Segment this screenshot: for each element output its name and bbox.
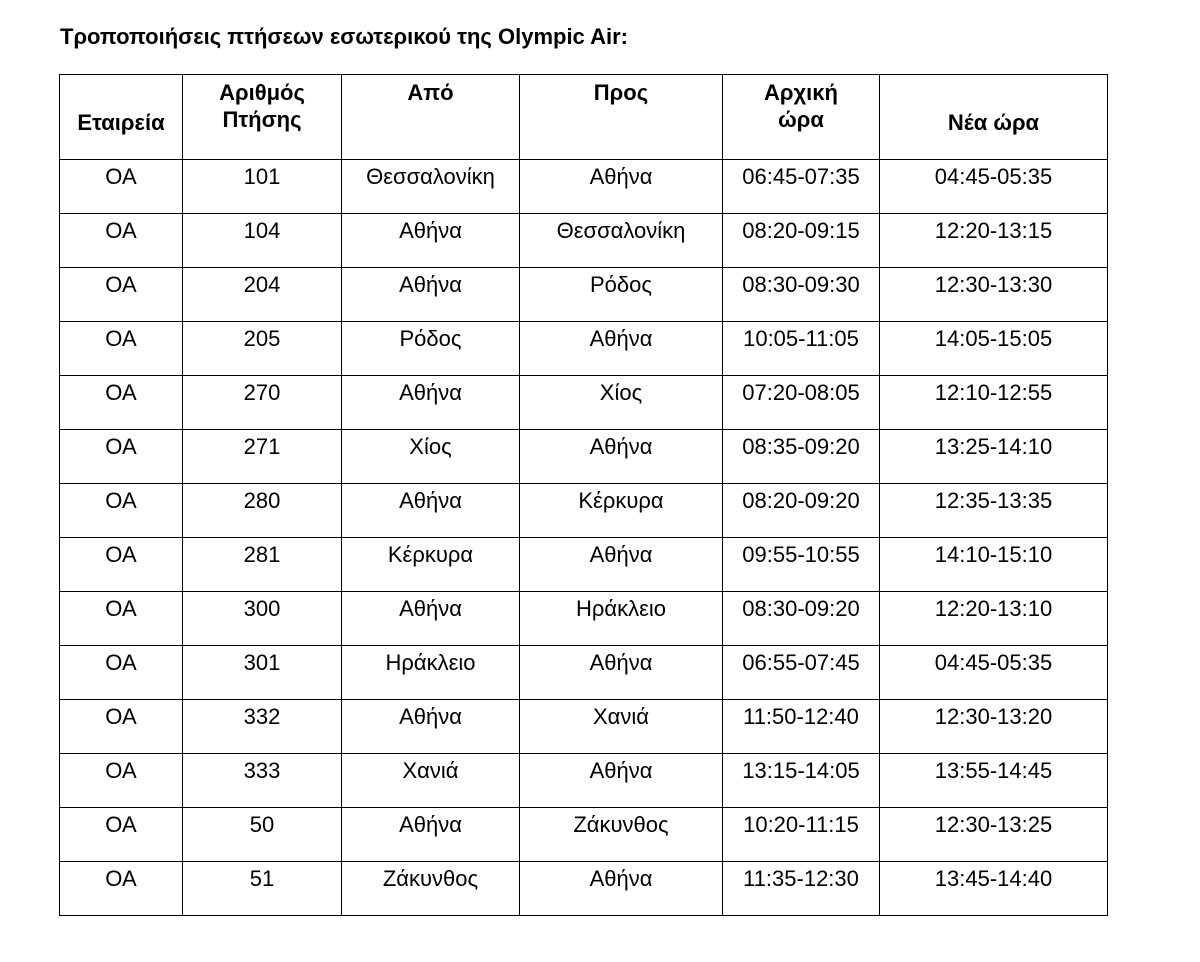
cell-original-time-text: 13:15-14:05 xyxy=(742,758,860,783)
cell-to-text: Χίος xyxy=(599,380,643,405)
cell-original-time-text: 09:55-10:55 xyxy=(742,542,860,567)
cell-to xyxy=(520,862,723,916)
cell-new-time-text: 12:35-13:35 xyxy=(934,488,1053,513)
cell-new-time xyxy=(880,592,1108,646)
table-row xyxy=(60,160,1108,214)
cell-original-time xyxy=(723,538,880,592)
cell-company xyxy=(60,160,183,214)
cell-company-text: ΟΑ xyxy=(105,812,137,837)
table-row xyxy=(60,700,1108,754)
cell-to xyxy=(520,808,723,862)
cell-new-time xyxy=(880,808,1108,862)
cell-flight-number-text: 101 xyxy=(243,164,281,189)
cell-from xyxy=(342,430,520,484)
cell-original-time-text: 07:20-08:05 xyxy=(742,380,860,405)
cell-from-text: Αθήνα xyxy=(399,704,462,729)
cell-from xyxy=(342,376,520,430)
document-title: Τροποποιήσεις πτήσεων εσωτερικού της Olympic Air: xyxy=(60,24,628,49)
cell-flight-number-text: 50 xyxy=(249,812,275,837)
cell-company xyxy=(60,592,183,646)
cell-company-text: ΟΑ xyxy=(105,218,137,243)
cell-from xyxy=(342,160,520,214)
cell-flight-number xyxy=(183,214,342,268)
cell-to xyxy=(520,700,723,754)
table-row xyxy=(60,754,1108,808)
cell-new-time-text: 13:25-14:10 xyxy=(934,434,1053,459)
cell-company xyxy=(60,430,183,484)
cell-new-time xyxy=(880,430,1108,484)
cell-from xyxy=(342,592,520,646)
cell-from xyxy=(342,484,520,538)
cell-original-time xyxy=(723,862,880,916)
cell-original-time-text: 11:50-12:40 xyxy=(743,704,859,729)
cell-to-text: Ηράκλειο xyxy=(575,596,667,621)
cell-new-time-text: 14:10-15:10 xyxy=(934,542,1053,567)
cell-to-text: Αθήνα xyxy=(589,542,653,567)
cell-to-text: Θεσσαλονίκη xyxy=(556,218,686,243)
table-row xyxy=(60,538,1108,592)
cell-to xyxy=(520,268,723,322)
cell-from xyxy=(342,646,520,700)
cell-company xyxy=(60,646,183,700)
cell-flight-number xyxy=(183,484,342,538)
cell-to xyxy=(520,646,723,700)
cell-flight-number xyxy=(183,700,342,754)
cell-from-text: Αθήνα xyxy=(399,272,462,297)
cell-new-time xyxy=(880,214,1108,268)
cell-company xyxy=(60,754,183,808)
cell-from-text: Χίος xyxy=(409,434,452,459)
cell-company xyxy=(60,484,183,538)
cell-to-text: Ρόδος xyxy=(590,272,652,297)
cell-original-time xyxy=(723,160,880,214)
cell-from-text: Αθήνα xyxy=(399,812,462,837)
cell-flight-number-text: 204 xyxy=(243,272,281,297)
cell-company-text: ΟΑ xyxy=(105,542,137,567)
table-row xyxy=(60,646,1108,700)
cell-flight-number xyxy=(183,430,342,484)
cell-company xyxy=(60,376,183,430)
cell-from-text: Αθήνα xyxy=(399,380,462,405)
header-company-label: Εταιρεία xyxy=(77,110,165,135)
cell-to-text: Αθήνα xyxy=(589,434,653,459)
header-original-time xyxy=(723,75,880,160)
cell-flight-number xyxy=(183,592,342,646)
cell-new-time-text: 04:45-05:35 xyxy=(934,650,1053,675)
cell-to-text: Αθήνα xyxy=(589,758,653,783)
cell-original-time xyxy=(723,376,880,430)
cell-from xyxy=(342,538,520,592)
cell-to-text: Αθήνα xyxy=(589,164,653,189)
flight-changes-table xyxy=(59,74,1108,916)
cell-company-text: ΟΑ xyxy=(105,488,137,513)
cell-original-time xyxy=(723,808,880,862)
cell-flight-number-text: 104 xyxy=(243,218,281,243)
cell-new-time-text: 12:20-13:10 xyxy=(934,596,1053,621)
cell-company xyxy=(60,214,183,268)
table-row xyxy=(60,592,1108,646)
cell-company-text: ΟΑ xyxy=(105,434,137,459)
table-body xyxy=(60,160,1108,916)
header-flight-number-line2: Πτήσης xyxy=(222,107,302,132)
cell-new-time xyxy=(880,322,1108,376)
cell-new-time xyxy=(880,160,1108,214)
cell-company xyxy=(60,862,183,916)
cell-to xyxy=(520,214,723,268)
table-row xyxy=(60,808,1108,862)
cell-company-text: ΟΑ xyxy=(105,758,137,783)
cell-new-time-text: 12:30-13:25 xyxy=(934,812,1053,837)
cell-new-time xyxy=(880,700,1108,754)
table-row xyxy=(60,376,1108,430)
cell-company-text: ΟΑ xyxy=(105,650,137,675)
cell-new-time-text: 14:05-15:05 xyxy=(934,326,1053,351)
cell-from-text: Ζάκυνθος xyxy=(382,866,479,891)
header-from-label: Από xyxy=(407,80,454,105)
cell-new-time-text: 12:30-13:30 xyxy=(934,272,1053,297)
header-original-time-line1: Αρχική xyxy=(764,80,838,105)
cell-from xyxy=(342,214,520,268)
cell-flight-number xyxy=(183,376,342,430)
cell-original-time-text: 08:35-09:20 xyxy=(742,434,860,459)
cell-from-text: Ρόδος xyxy=(399,326,462,351)
cell-new-time xyxy=(880,268,1108,322)
cell-to xyxy=(520,592,723,646)
cell-original-time xyxy=(723,646,880,700)
cell-original-time-text: 06:45-07:35 xyxy=(742,164,860,189)
cell-from-text: Χανιά xyxy=(402,758,459,783)
cell-flight-number-text: 280 xyxy=(243,488,281,513)
cell-flight-number-text: 301 xyxy=(243,650,281,675)
cell-from-text: Ηράκλειο xyxy=(385,650,476,675)
cell-new-time xyxy=(880,376,1108,430)
cell-new-time xyxy=(880,862,1108,916)
cell-original-time-text: 06:55-07:45 xyxy=(742,650,860,675)
cell-company-text: ΟΑ xyxy=(105,326,137,351)
cell-from-text: Αθήνα xyxy=(399,218,462,243)
cell-from xyxy=(342,862,520,916)
cell-to xyxy=(520,754,723,808)
cell-from-text: Θεσσαλονίκη xyxy=(366,164,495,189)
cell-company-text: ΟΑ xyxy=(105,272,137,297)
cell-new-time-text: 13:55-14:45 xyxy=(934,758,1053,783)
cell-original-time xyxy=(723,322,880,376)
cell-flight-number-text: 333 xyxy=(243,758,281,783)
table-row xyxy=(60,484,1108,538)
cell-new-time xyxy=(880,538,1108,592)
cell-company xyxy=(60,538,183,592)
cell-new-time-text: 13:45-14:40 xyxy=(934,866,1053,891)
cell-original-time-text: 10:05-11:05 xyxy=(743,326,859,351)
cell-original-time-text: 08:30-09:30 xyxy=(742,272,860,297)
cell-original-time-text: 11:35-12:30 xyxy=(743,866,859,891)
cell-original-time-text: 08:30-09:20 xyxy=(742,596,860,621)
cell-company-text: ΟΑ xyxy=(105,380,137,405)
cell-original-time xyxy=(723,592,880,646)
cell-original-time xyxy=(723,754,880,808)
cell-from xyxy=(342,754,520,808)
cell-company-text: ΟΑ xyxy=(105,866,137,891)
cell-to-text: Χανιά xyxy=(593,704,649,729)
cell-company-text: ΟΑ xyxy=(105,704,137,729)
cell-original-time xyxy=(723,268,880,322)
cell-from-text: Κέρκυρα xyxy=(387,542,474,567)
header-to xyxy=(520,75,723,160)
table-row xyxy=(60,214,1108,268)
cell-original-time-text: 10:20-11:15 xyxy=(743,812,859,837)
cell-to xyxy=(520,484,723,538)
cell-new-time xyxy=(880,484,1108,538)
cell-flight-number xyxy=(183,160,342,214)
cell-to-text: Αθήνα xyxy=(589,650,653,675)
cell-original-time xyxy=(723,700,880,754)
cell-original-time-text: 08:20-09:20 xyxy=(742,488,860,513)
cell-flight-number xyxy=(183,322,342,376)
header-from xyxy=(342,75,520,160)
cell-company xyxy=(60,700,183,754)
header-new-time xyxy=(880,75,1108,160)
header-to-label: Προς xyxy=(593,80,649,105)
cell-flight-number xyxy=(183,808,342,862)
cell-flight-number-text: 271 xyxy=(243,434,281,459)
cell-company xyxy=(60,808,183,862)
cell-flight-number-text: 300 xyxy=(243,596,281,621)
cell-original-time xyxy=(723,430,880,484)
table-row xyxy=(60,322,1108,376)
cell-to-text: Αθήνα xyxy=(589,866,653,891)
header-flight-number xyxy=(183,75,342,160)
cell-new-time-text: 12:30-13:20 xyxy=(934,704,1053,729)
cell-flight-number xyxy=(183,754,342,808)
cell-to xyxy=(520,430,723,484)
header-company xyxy=(60,75,183,160)
table-row xyxy=(60,268,1108,322)
cell-to xyxy=(520,376,723,430)
table-row xyxy=(60,862,1108,916)
cell-company-text: ΟΑ xyxy=(105,164,137,189)
cell-original-time-text: 08:20-09:15 xyxy=(742,218,860,243)
cell-flight-number xyxy=(183,862,342,916)
cell-flight-number xyxy=(183,538,342,592)
cell-to-text: Αθήνα xyxy=(589,326,653,351)
cell-to-text: Κέρκυρα xyxy=(578,488,664,513)
cell-flight-number-text: 205 xyxy=(243,326,281,351)
cell-original-time xyxy=(723,214,880,268)
cell-new-time xyxy=(880,646,1108,700)
cell-flight-number xyxy=(183,268,342,322)
cell-company xyxy=(60,268,183,322)
cell-original-time xyxy=(723,484,880,538)
cell-flight-number xyxy=(183,646,342,700)
cell-from-text: Αθήνα xyxy=(399,596,462,621)
cell-from xyxy=(342,700,520,754)
cell-flight-number-text: 51 xyxy=(249,866,275,891)
cell-new-time-text: 12:10-12:55 xyxy=(934,380,1053,405)
cell-new-time xyxy=(880,754,1108,808)
cell-from xyxy=(342,268,520,322)
cell-from xyxy=(342,322,520,376)
header-original-time-line2: ώρα xyxy=(778,107,824,132)
cell-company xyxy=(60,322,183,376)
cell-flight-number-text: 270 xyxy=(243,380,281,405)
header-flight-number-line1: Αριθμός xyxy=(219,80,305,105)
cell-to xyxy=(520,160,723,214)
cell-to xyxy=(520,322,723,376)
header-new-time-label: Νέα ώρα xyxy=(947,110,1040,135)
table-header-row xyxy=(60,75,1108,160)
cell-new-time-text: 12:20-13:15 xyxy=(934,218,1053,243)
cell-flight-number-text: 281 xyxy=(243,542,281,567)
table-row xyxy=(60,430,1108,484)
cell-new-time-text: 04:45-05:35 xyxy=(934,164,1053,189)
cell-from xyxy=(342,808,520,862)
cell-company-text: ΟΑ xyxy=(105,596,137,621)
cell-flight-number-text: 332 xyxy=(243,704,281,729)
cell-to xyxy=(520,538,723,592)
cell-to-text: Ζάκυνθος xyxy=(573,812,669,837)
cell-from-text: Αθήνα xyxy=(399,488,462,513)
